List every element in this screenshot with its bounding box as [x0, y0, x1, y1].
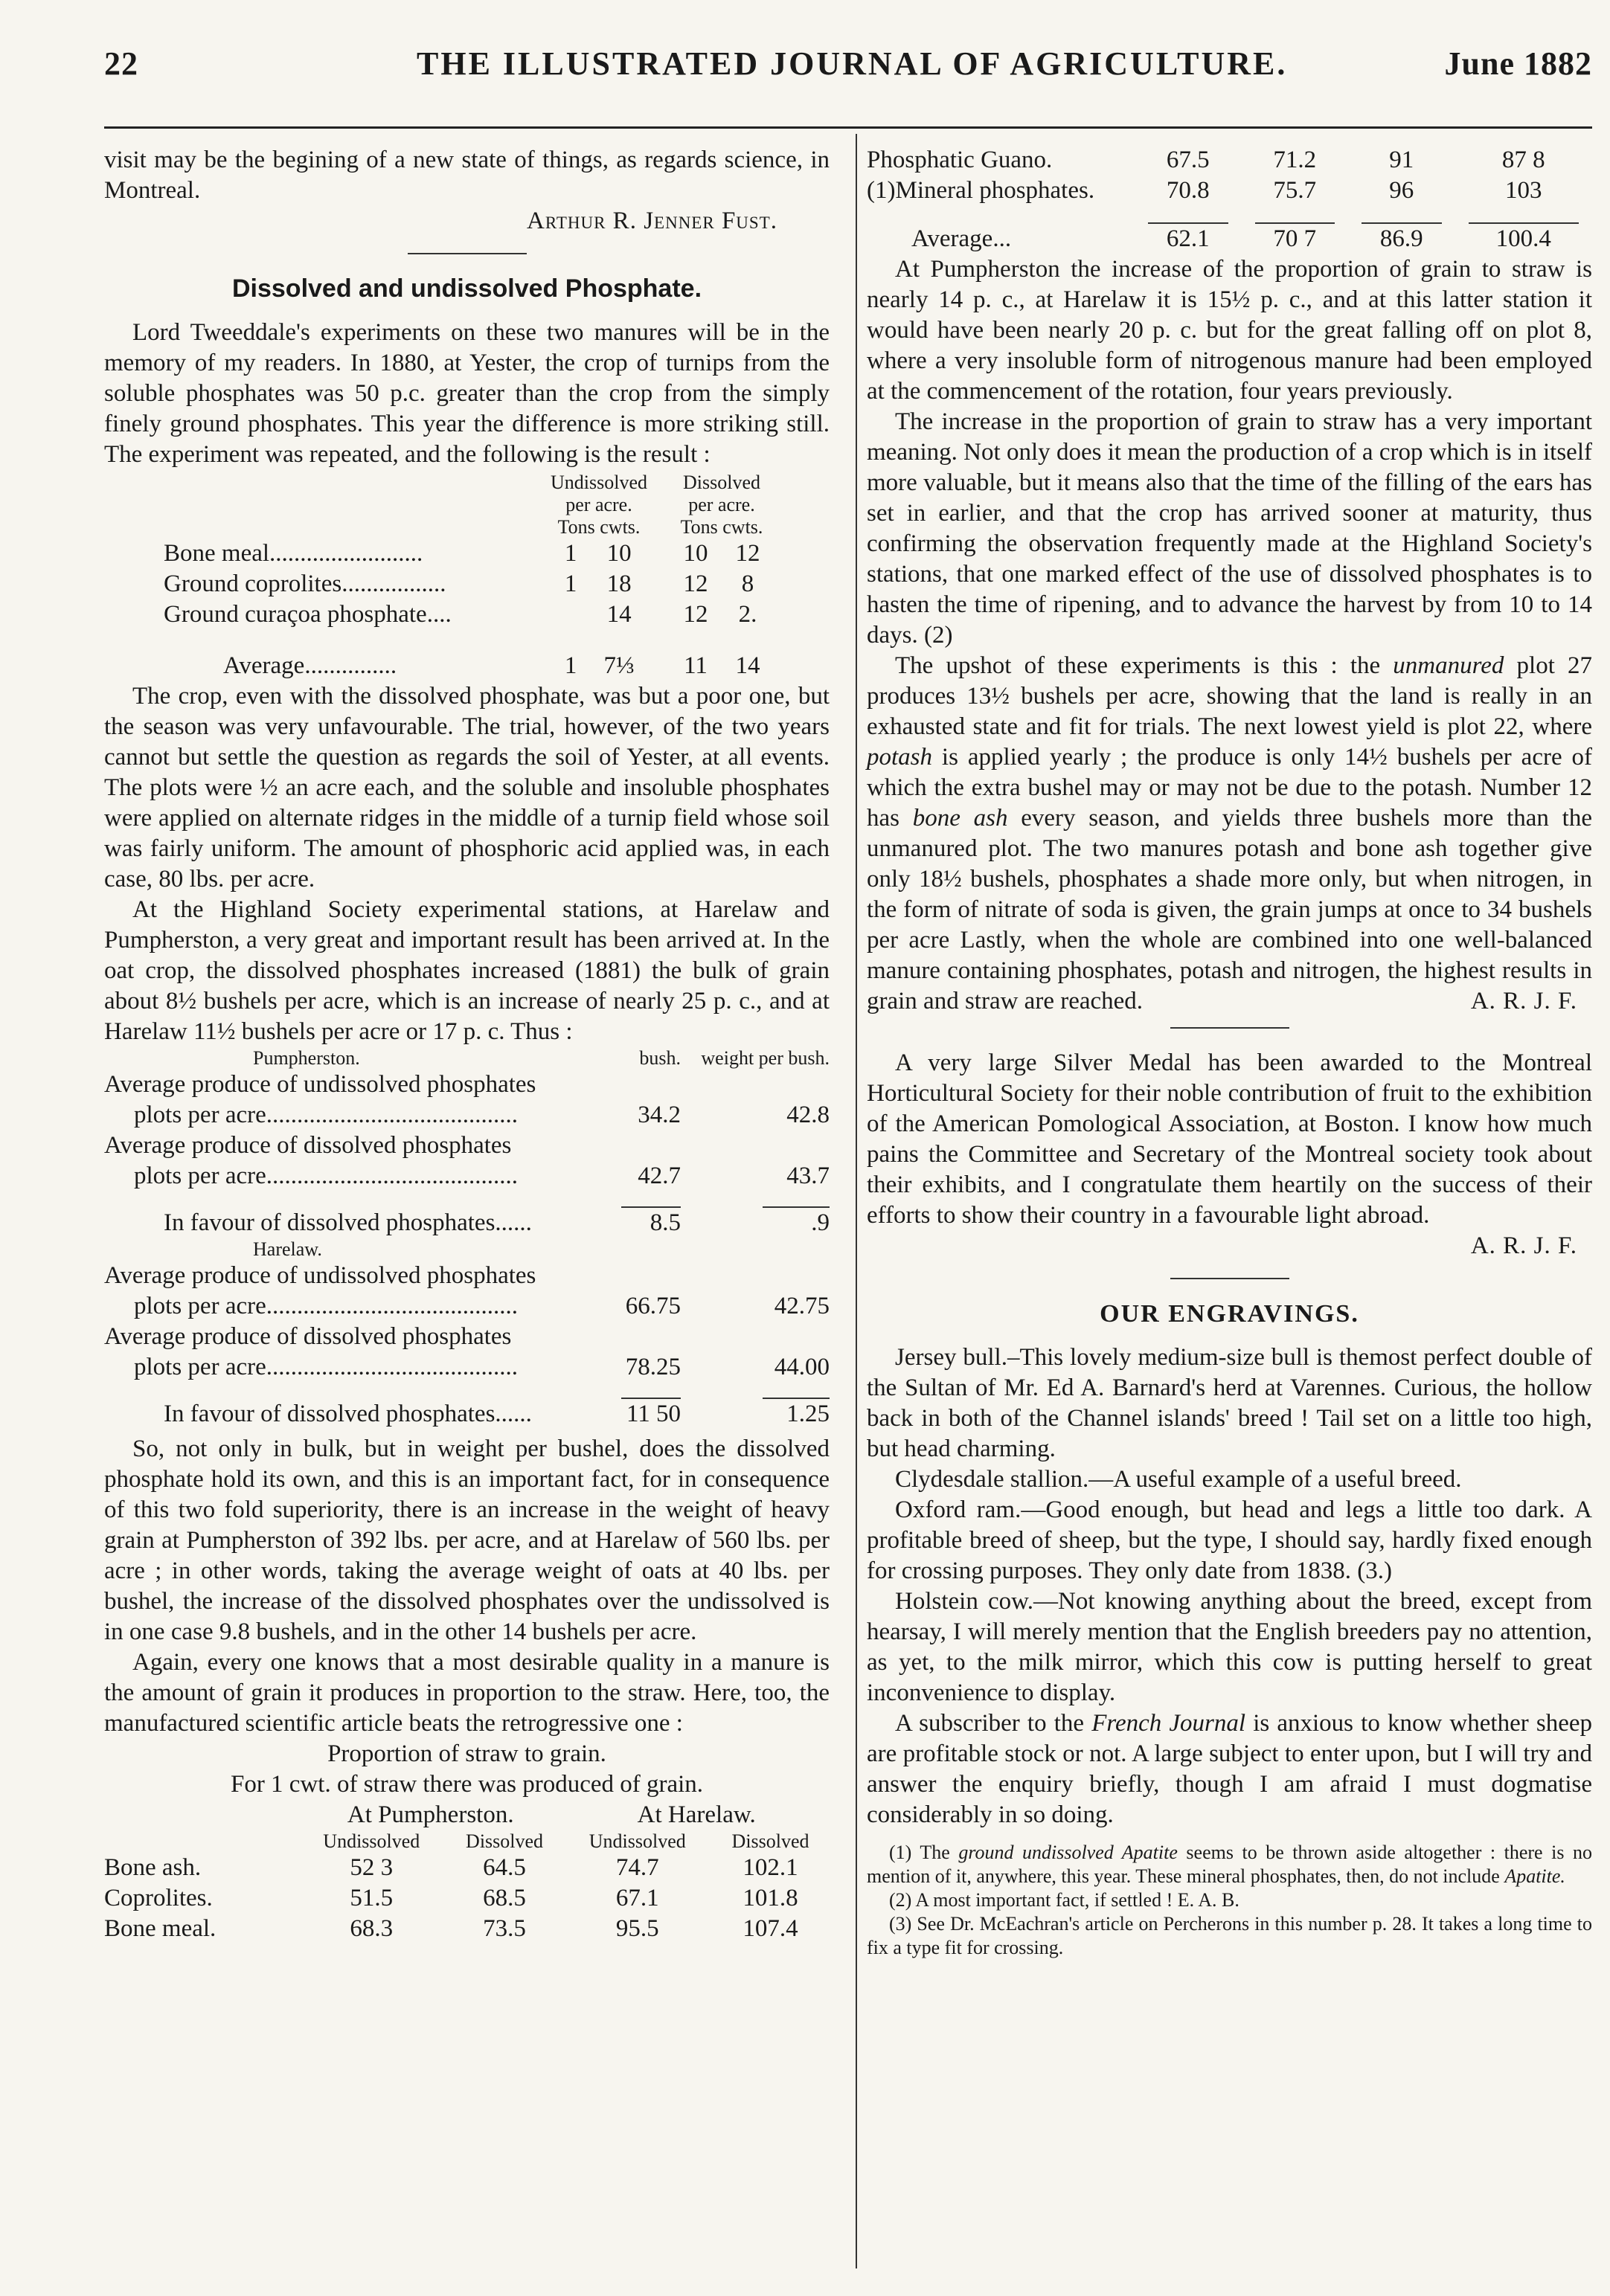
paragraph-quality: Again, every one knows that a most desirable quality in a manure is the amount of grain it produces in proportion to the straw. Here, too, the manufactured scientific article beats the retrogressive one : [104, 1649, 830, 1737]
footnotes [867, 1841, 1592, 1960]
oat-table: Pumpherston. bush. weight per bush. Average produce of undissolved phosphates plots per acre......................................... 34.2 42.8 Average produce of dissolved phosphates plots per acre......................................... 42.7 43.7 In favour of dissolved phosphates...... 8.5 .9 Harelaw. Average produce of undissolved phosphates plots per acre......................................... 66.75 42.75 Average produce of dissolved phosphates plots per acre......................................... 78.25 44.00 In favour of dissolved phosphates...... 11 50 1.25 [104, 1047, 830, 1430]
t1-head-per-acre-1: per acre. [565, 494, 632, 515]
paragraph-subscriber: A subscriber to the French Journal is anxious to know whether sheep are profitable stock or not. A large subject to enter upon, but I will try and answer the enquiry briefly, though I am afraid I must dogmatise considerably in so doing. [867, 1710, 1592, 1828]
signature-1: A. R. J. F. [1470, 988, 1577, 1014]
paragraph-increase: At Pumpherston the increase of the proportion of grain to straw is nearly 14 p. c., at Harelaw it is 15½ p. c., and at this latter station it would have been nearly 20 p. c. but for the great falling off on plot 8, where a very insoluble form of nitrogenous manure had been employed at the commencement of the rotation, four years previously. [867, 256, 1592, 405]
header-rule [104, 126, 1592, 129]
paragraph-silver-medal: A very large Silver Medal has been awarded to the Montreal Horticultural Society for their noble contribution of fruit to the exhibition of the American Pomological Association, at Boston. I know how much pains the Committee and Secretary of the Montreal society took about their exhibits, and I congratulate them heartily on the success of their efforts to show their country in a favourable light abroad. [867, 1049, 1592, 1229]
paragraph-holstein: Holstein cow.—Not knowing anything about the breed, except from hearsay, I will merely mention that the English breeders pay no attention, as yet, to the milk mirror, which this cow is putting herself to great inconvenience to display. [867, 1588, 1592, 1706]
paragraph-upshot: The upshot of these experiments is this : the unmanured plot 27 produces 13½ bushels per acre, showing that the land is really in an exhausted state and fit for trials. The next lowest yield is plot 22, where potash is applied yearly ; the produce is only 14½ bushels per acre of which the extra bushel may or may not be due to the potash. Number 12 has bone ash every season, and yields three bushels more than the unmanured plot. The two manures potash and bone ash together give only 18½ bushels, phosphates a shade more only, but when nitrogen, in the form of nitrate of soda is given, the grain jumps at once to 34 bushels per acre Lastly, when the whole are combined into one well-balanced manure containing phosphates, potash and nitrogen, the highest results in grain and straw are reached. [867, 652, 1592, 1014]
page-number: 22 [104, 45, 138, 82]
table-row: plots per acre......................................... 34.2 42.8 [134, 1102, 830, 1128]
phosphate-heading: Dissolved and undissolved Phosphate. [231, 274, 702, 303]
paragraph-meaning: The increase in the proportion of grain to straw has a very important meaning. Not only does it mean the production of a crop which is in itself more valuable, but it means also that the time of the filling of the ears has set in earlier, and that the crop has arrived sooner at maturity, thus confirming the observation frequently made at the Highland Society's stations, that one marked effect of the use of dissolved phosphates is to hasten the time of ripening, and to advance the harvest by from 10 to 14 days. (2) [867, 408, 1592, 649]
straw-grain-table-continued [867, 145, 1592, 254]
section-rule [1170, 1278, 1289, 1279]
table-row: Bone meal. 68.3 73.5 95.5 107.4 [104, 1915, 798, 1942]
t1-head-tons-2: Tons cwts. [680, 516, 763, 538]
table-row: Ground coprolites................. 1 18 12 8 [164, 570, 754, 597]
intro-signature: Arthur R. Jenner Fust. [527, 208, 777, 234]
table-row: Bone meal......................... 1 10 10 12 [164, 540, 760, 567]
straw-col-harelaw: At Harelaw. [637, 1801, 756, 1828]
journal-title: THE ILLUSTRATED JOURNAL OF AGRICULTURE. [417, 45, 1288, 82]
paragraph-clydesdale: Clydesdale stallion.—A useful example of a useful breed. [895, 1466, 1462, 1493]
straw-col-pumpherston: At Pumpherston. [347, 1801, 514, 1828]
table-row-average: Average... 62.1 70 7 86.9 100.4 [911, 225, 1551, 252]
straw-table-subtitle: For 1 cwt. of straw there was produced of grain. [230, 1771, 704, 1798]
pumpherston-label: Pumpherston. [253, 1047, 360, 1069]
table-row: plots per acre......................................... 42.7 43.7 [134, 1163, 830, 1189]
right-column [867, 145, 1592, 1960]
table-row-favour: In favour of dissolved phosphates...... 8.5 .9 [164, 1209, 830, 1236]
table-row-favour: In favour of dissolved phosphates...... 11 50 1.25 [164, 1401, 830, 1427]
section-rule [408, 253, 527, 254]
engravings-heading: OUR ENGRAVINGS. [1100, 1300, 1359, 1328]
table-row: (1)Mineral phosphates. 70.8 75.7 96 103 [867, 177, 1542, 204]
paragraph-tweeddale: Lord Tweeddale's experiments on these two manures will be in the memory of my readers. In 1880, at Yester, the crop of turnips from the soluble phosphates was 50 p.c. greater than the crop from the simply finely ground phosphates. This year the difference is more striking still. The experiment was repeated, and the following is the result : [104, 319, 830, 468]
t1-head-per-acre-2: per acre. [688, 494, 755, 515]
table-row: Ground curaçoa phosphate.... 14 12 2. [164, 601, 757, 628]
footnote-1: (1) The ground undissolved Apatite seems to be thrown aside altogether : there is no mention of it, anywhere, this year. These mineral phosphates, then, do not include Apatite. [867, 1842, 1592, 1887]
paragraph-highland: At the Highland Society experimental stations, at Harelaw and Pumpherston, a very great and important result has been arrived at. In the oat crop, the dissolved phosphates increased (1881) the bulk of grain about 8½ bushels per acre, which is an increase of nearly 25 p. c., and at Harelaw 11½ bushels per acre or 17 p. c. Thus : [104, 896, 830, 1045]
straw-grain-table: At Pumpherston. At Harelaw. Undissolved Dissolved Undissolved Dissolved Bone ash. 52 3 64.5 74.7 102.1 Coprolites. 51.5 68.5 67.1 101.8 Bone meal. 68.3 73.5 95.5 107.4 [104, 1800, 830, 1944]
turnip-table [164, 472, 774, 681]
table-row: plots per acre......................................... 78.25 44.00 [134, 1354, 830, 1380]
page-header [104, 45, 1592, 104]
straw-table-title: Proportion of straw to grain. [327, 1740, 606, 1767]
column-divider [856, 134, 857, 2268]
issue-date: June 1882 [1444, 45, 1592, 82]
table-row: Phosphatic Guano. 67.5 71.2 91 87 8 [867, 147, 1545, 173]
section-rule [1170, 1027, 1289, 1029]
paragraph-jersey-bull: Jersey bull.–This lovely medium-size bull is themost perfect double of the Sultan of Mr. Ed A. Barnard's herd at Varennes. Curious, the hollow back in both of the Channel islands' breed ! Tail set on a little too high, but head charming. [867, 1344, 1592, 1462]
paragraph-bulk: So, not only in bulk, but in weight per bushel, does the dissolved phosphate hold its own, and this is an important fact, for in consequence of this two fold superiority, there is an increase in the weight of heavy grain at Pumpherston of 392 lbs. per acre, and at Harelaw of 560 lbs. per acre ; in other words, taking the average weight of oats at 40 lbs. per bushel, the increase of the dissolved phosphates over the undissolved is in one case 9.8 bushels, and in the other 14 bushels per acre. [104, 1435, 830, 1645]
table-row: Bone ash. 52 3 64.5 74.7 102.1 [104, 1854, 798, 1881]
table-row: Coprolites. 51.5 68.5 67.1 101.8 [104, 1885, 798, 1911]
footnote-2: (2) A most important fact, if settled ! E. A. B. [889, 1889, 1239, 1911]
t1-head-undissolved: Undissolved [551, 472, 647, 493]
intro-paragraph: visit may be the begining of a new state of things, as regards science, in Montreal. [104, 147, 830, 204]
harelaw-label: Harelaw. [253, 1238, 322, 1260]
footnote-3: (3) See Dr. McEachran's article on Percherons in this number p. 28. It takes a long time to fix a type fit for crossing. [867, 1913, 1592, 1958]
t1-head-dissolved: Dissolved [683, 472, 760, 493]
table-row: plots per acre......................................... 66.75 42.75 [134, 1293, 830, 1319]
signature-2: A. R. J. F. [1470, 1232, 1577, 1259]
paragraph-oxford-ram: Oxford ram.—Good enough, but head and legs a little too dark. A profitable breed of sheep, but the type, I should say, hardly fixed enough for crossing purposes. They only date from 1838. (3.) [867, 1496, 1592, 1584]
paragraph-crop: The crop, even with the dissolved phosphate, was but a poor one, but the season was very unfavourable. The trial, however, of the two years cannot but settle the question as regards the soil of Yester, at all events. The plots were ½ an acre each, and the soluble and insoluble phosphates were applied on alternate ridges in the middle of a turnip field whose soil was fairly uniform. The amount of phosphoric acid applied was, in each case, 80 lbs. per acre. [104, 683, 830, 893]
t1-head-tons-1: Tons cwts. [557, 516, 641, 538]
table-row-average: Average............... 1 7⅓ 11 14 [223, 652, 760, 679]
left-column [104, 145, 830, 1944]
